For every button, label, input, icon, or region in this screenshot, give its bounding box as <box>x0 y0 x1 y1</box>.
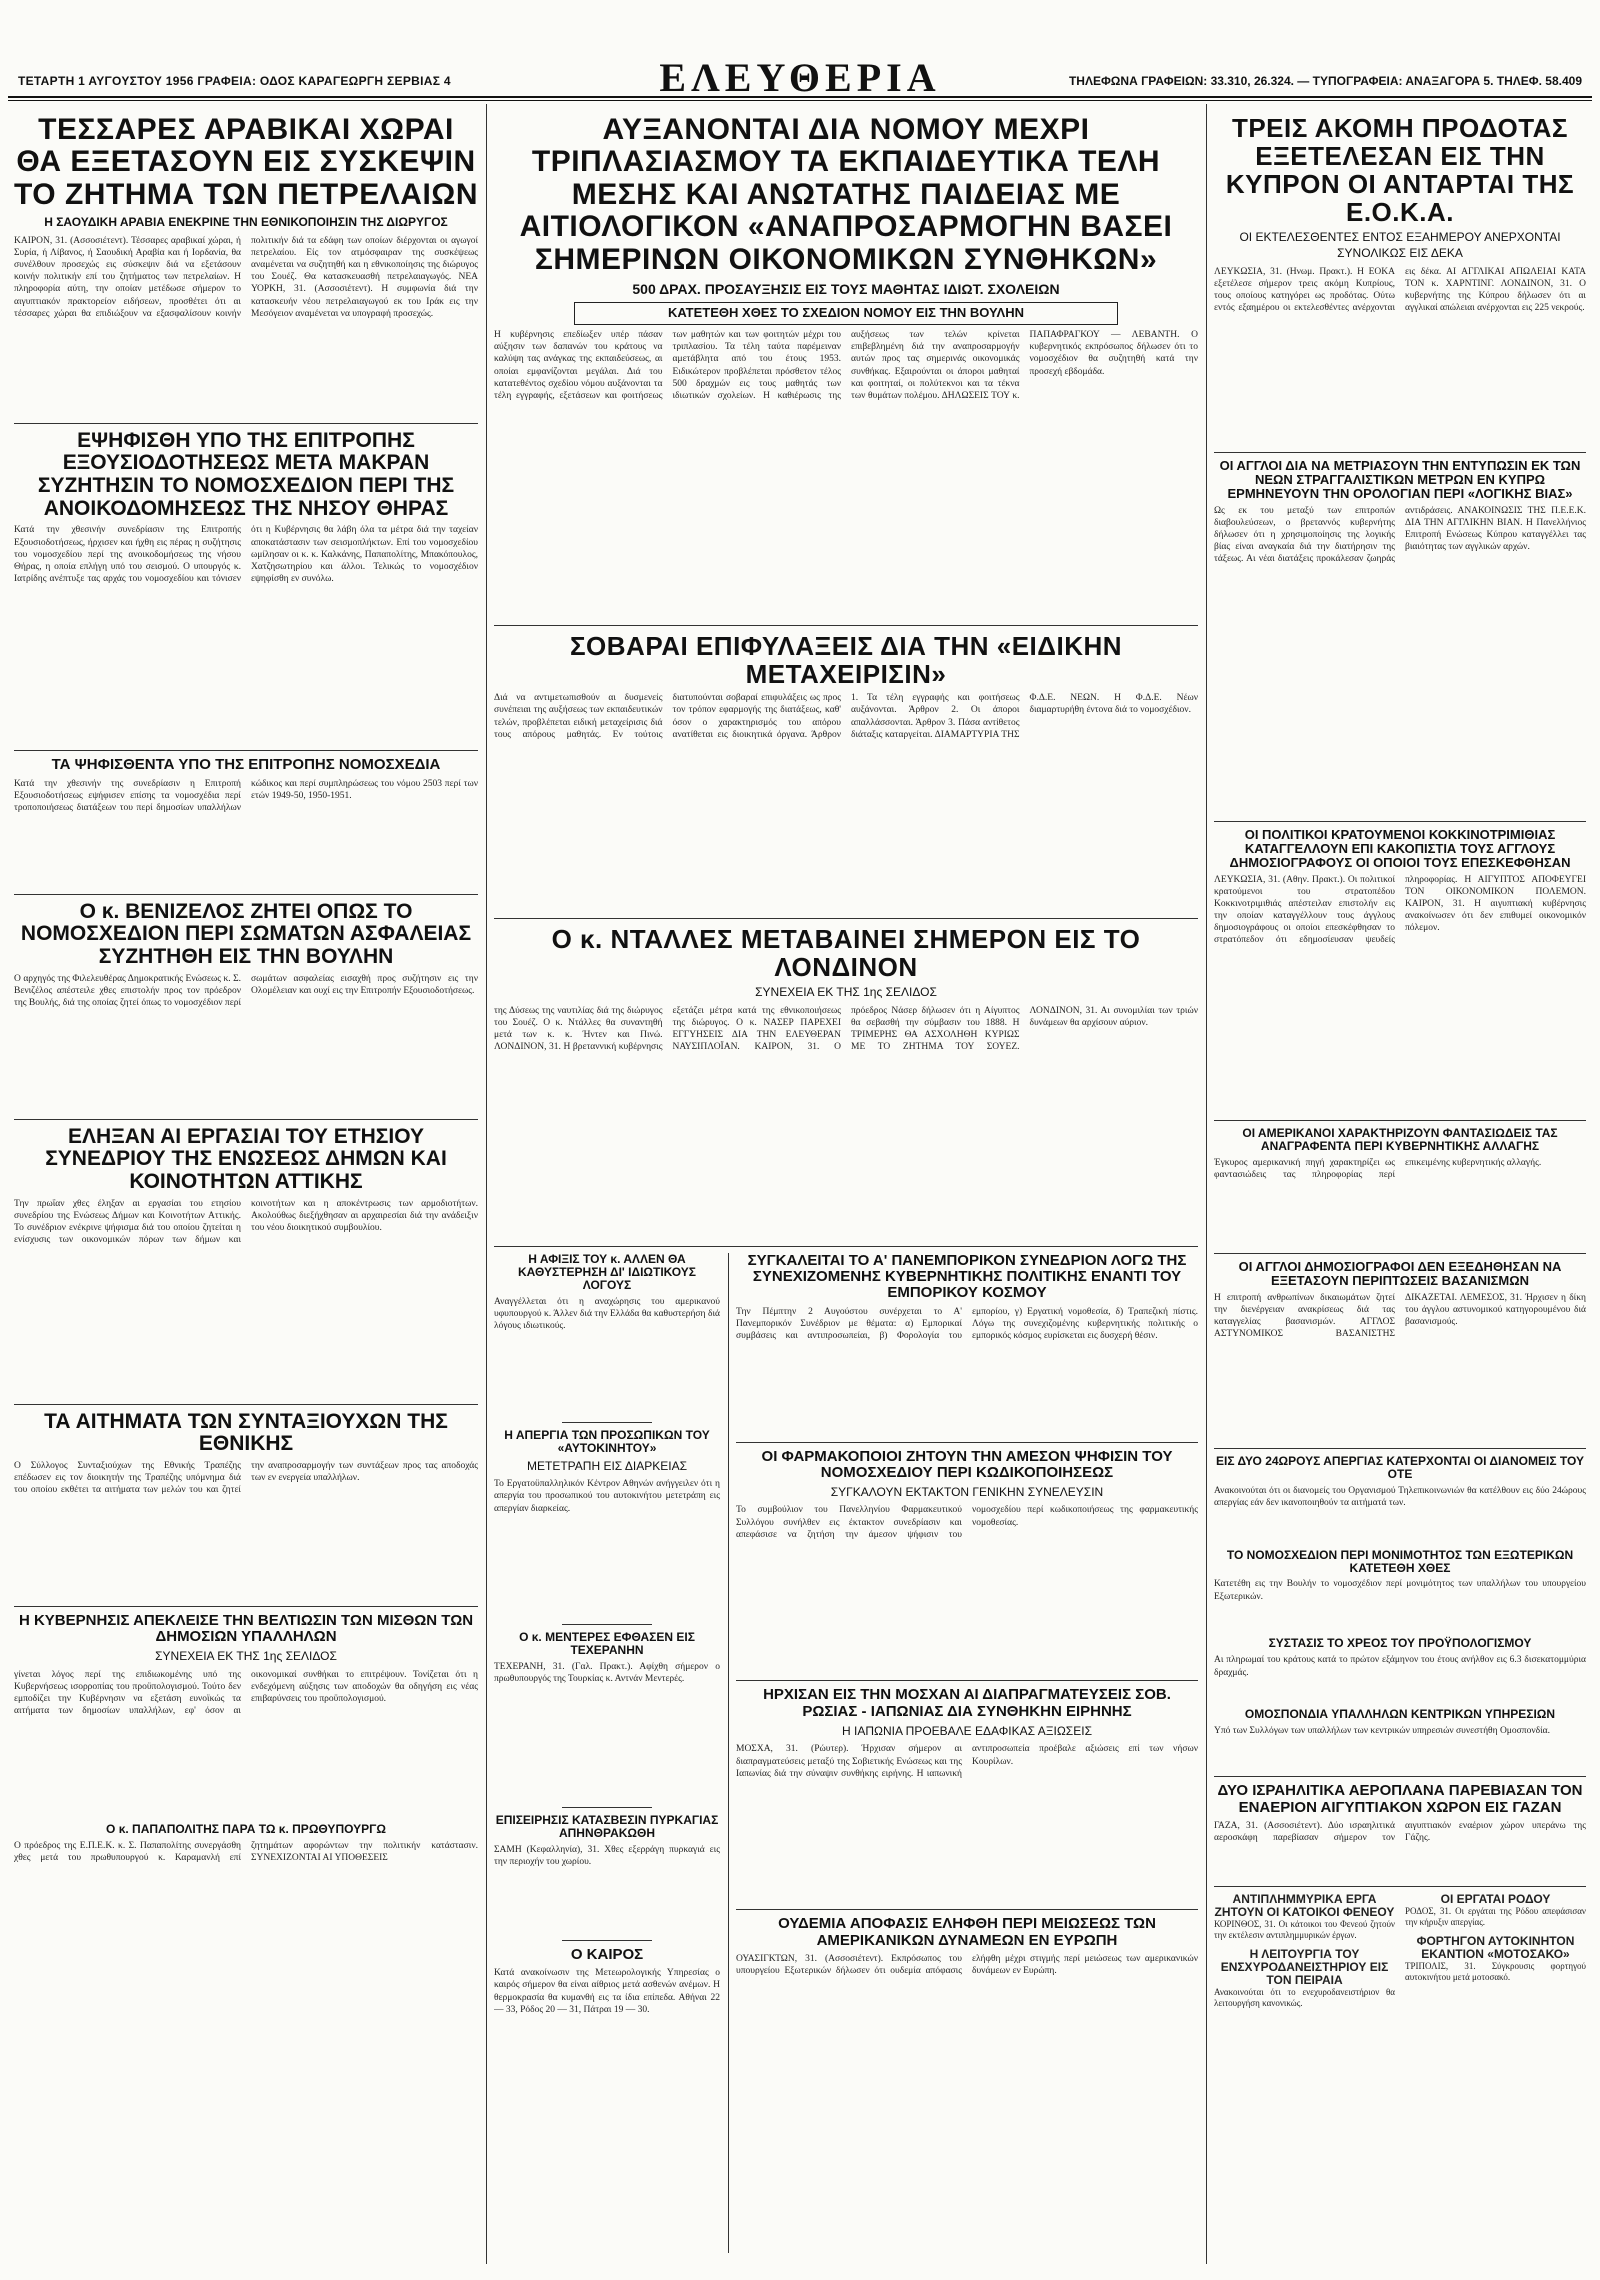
separator <box>494 918 1198 919</box>
article-papapolitis: Ο πρόεδρος της Ε.Π.Ε.Κ. κ. Σ. Παπαπολίτης συνεργάσθη χθες μετά του πρωθυπουργού κ. Καραμανλή επί ζητημάτων αφορώντων την πολιτικήν κατάστασιν. ΣΥΝΕΧΙΖΟΝΤΑΙ ΑΙ ΥΠΟΘΕΣΕΙΣ <box>14 1840 478 1864</box>
separator <box>1214 1886 1586 1887</box>
article-weather: Κατά ανακοίνωσιν της Μετεωρολογικής Υπηρεσίας ο καιρός σήμερον θα είναι αίθριος μετά ασθενών ανέμων. Η θερμοκρασία θα κυμανθή εις τα ίδια επίπεδα. Αθήναι 22 — 33, Ρόδος 20 — 31, Πάτραι 19 — 30. <box>494 1968 720 2015</box>
masthead-rule <box>8 96 1592 98</box>
article-eoka: ΛΕΥΚΩΣΙΑ, 31. (Ηνωμ. Πρακτ.). Η ΕΟΚΑ εξετέλεσε σήμερον τρεις ακόμη Κυπρίους, τους οποίους κατηγόρει ως προδότας. Ούτω εντός εξαημέρου οι εκτελεσθέντες ανέρχονται εις δέκα. ΑΙ ΑΓΓΛΙΚΑΙ ΑΠΩΛΕΙΑΙ ΚΑΤΑ ΤΟΝ κ. ΧΑΡΝΤΙΝΓ. ΛΟΝΔΙΝΟΝ, 31. Ο κυβερνήτης της Κύπρου δήλωσεν ότι αι αγγλικαί απώλειαι ανέρχονται εις 225 νεκρούς. <box>1214 266 1586 313</box>
headline-bills: ΤΑ ΨΗΦΙΣΘΕΝΤΑ ΥΠΟ ΤΗΣ ΕΠΙΤΡΟΠΗΣ ΝΟΜΟΣΧΕΔΙΑ <box>51 756 441 774</box>
separator <box>562 1807 652 1808</box>
headline-fire: ΕΠΙΣΕΙΡΗΣΙΣ ΚΑΤΑΣΒΕΣΙΝ ΠΥΡΚΑΓΙΑΣ ΑΠΗΝΘΡΑΚΩΘΗ <box>495 1813 719 1841</box>
headline-allen: Η ΑΦΙΞΙΣ ΤΟΥ κ. ΑΛΛΕΝ ΘΑ ΚΑΘΥΣΤΕΡΗΣΗ ΔΙ' ΙΔΙΩΤΙΚΟΥΣ ΛΟΓΟΥΣ <box>517 1252 697 1292</box>
center-column <box>494 110 1198 2260</box>
issue-date: ΤΕΤΑΡΤΗ 1 ΑΥΓΟΥΣΤΟΥ 1956 ΓΡΑΦΕΙΑ: ΟΔΟΣ ΚΑΡΑΓΕΩΡΓΗ ΣΕΡΒΙΑΣ 4 <box>18 74 451 88</box>
separator <box>494 1246 1198 1247</box>
separator <box>1214 452 1586 453</box>
lower-center <box>494 1253 1198 2253</box>
separator <box>1214 1253 1586 1254</box>
article-federation: Υπό των Συλλόγων των υπαλλήλων των κεντρικών υπηρεσιών συνεστήθη Ομοσπονδία. <box>1214 1726 1550 1737</box>
subhead-saudi: Η ΣΑΟΥΔΙΚΗ ΑΡΑΒΙΑ ΕΝΕΚΡΙΝΕ ΤΗΝ ΕΘΝΙΚΟΠΟΙΗΣΙΝ ΤΗΣ ΔΙΩΡΥΓΟΣ <box>44 215 448 230</box>
continuation-label: ΣΥΝΕΧΕΙΑ ΕΚ ΤΗΣ 1ης ΣΕΛΙΔΟΣ <box>755 985 937 1000</box>
headline-israeli-planes: ΔΥΟ ΙΣΡΑΗΛΙΤΙΚΑ ΑΕΡΟΠΛΑΝΑ ΠΑΡΕΒΙΑΣΑΝ ΤΟΝ ΕΝΑΕΡΙΟΝ ΑΙΓΥΠΤΙΑΚΟΝ ΧΩΡΟΝ ΕΙΣ ΓΑΖΑΝ <box>1217 1782 1583 1816</box>
article-budget: Αι πληρωμαί του κράτους κατά το πρώτον εξάμηνον του έτους ανήλθον εις 6.3 δισεκατομμύρια δραχμάς. <box>1214 1655 1586 1678</box>
separator <box>494 625 1198 626</box>
article-foreign-ministry: Κατετέθη εις την Βουλήν το νομοσχέδιον περί μονιμότητος των υπαλλήλων του υπουργείου Εξωτερικών. <box>1214 1579 1586 1602</box>
subhead-eoka: ΟΙ ΕΚΤΕΛΕΣΘΕΝΤΕΣ ΕΝΤΟΣ ΕΞΑΗΜΕΡΟΥ ΑΝΕΡΧΟΝΤΑΙ ΣΥΝΟΛΙΚΩΣ ΕΙΣ ΔΕΚΑ <box>1239 230 1561 260</box>
separator <box>562 1624 652 1625</box>
separator <box>736 1680 1198 1681</box>
separator <box>562 1422 652 1423</box>
left-column <box>14 110 478 2260</box>
briefs-block <box>1214 1893 1586 2093</box>
headline-logical-force: ΟΙ ΑΓΓΛΟΙ ΔΙΑ ΝΑ ΜΕΤΡΙΑΣΟΥΝ ΤΗΝ ΕΝΤΥΠΩΣΙΝ ΕΚ ΤΩΝ ΝΕΩΝ ΣΤΡΑΓΓΑΛΙΣΤΙΚΩΝ ΜΕΤΡΩΝ ΕΝ ΚΥΠΡΩ ΕΡΜΗΝΕΥΟΥΝ ΤΗΝ ΟΡΟΛΟΓΙΑΝ ΠΕΡΙ «ΛΟΓΙΚΗΣ ΒΙΑΣ» <box>1219 457 1581 501</box>
separator <box>1214 821 1586 822</box>
article-moscow: ΜΟΣΧΑ, 31. (Ρώυτερ). Ήρχισαν σήμερον αι διαπραγματεύσεις μεταξύ της Σοβιετικής Ενώσεως και της Ιαπωνίας διά την σύναψιν συνθήκης ειρήνης. Η ιαπωνική αντιπροσωπεία προέβαλε αξιώσεις επί των νήσων Κουρίλων. <box>736 1744 1198 1779</box>
separator <box>14 750 478 751</box>
newspaper-title: ΕΛΕΥΘΕΡΙΑ <box>659 55 941 100</box>
separator <box>14 1404 478 1405</box>
headline-truck: ΦΟΡΤΗΓΟΝ ΑΥΤΟΚΙΝΗΤΟΝ ΕΚΑΝΤΙΟΝ «ΜΟΤΟΣΑΚΟ» <box>1416 1933 1575 1961</box>
separator <box>1214 1776 1586 1777</box>
briefs-column <box>494 1253 720 2253</box>
headline-detainees: ΟΙ ΠΟΛΙΤΙΚΟΙ ΚΡΑΤΟΥΜΕΝΟΙ ΚΟΚΚΙΝΟΤΡΙΜΙΘΙΑΣ ΚΑΤΑΓΓΕΛΛΟΥΝ ΕΠΙ ΚΑΚΟΠΙΣΤΙΑ ΤΟΥΣ ΑΓΓΛΟΥΣ ΔΗΜΟΣΙΟΓΡΑΦΟΥΣ ΟΙ ΟΠΟΙΟΙ ΤΟΥΣ ΕΠΕΣΚΕΦΘΗΣΑΝ <box>1229 826 1571 870</box>
headline-us-forces: ΟΥΔΕΜΙΑ ΑΠΟΦΑΣΙΣ ΕΛΗΦΘΗ ΠΕΡΙ ΜΕΙΩΣΕΩΣ ΤΩΝ ΑΜΕΡΙΚΑΝΙΚΩΝ ΔΥΝΑΜΕΩΝ ΕΝ ΕΥΡΩΠΗ <box>778 1915 1156 1949</box>
subhead-japan: Η ΙΑΠΩΝΙΑ ΠΡΟΕΒΑΛΕ ΕΔΑΦΙΚΑΣ ΑΞΙΩΣΕΙΣ <box>842 1723 1092 1738</box>
headline-reservations: ΣΟΒΑΡΑΙ ΕΠΙΦΥΛΑΞΕΙΣ ΔΙΑ ΤΗΝ «ΕΙΔΙΚΗΝ ΜΕΤΑΧΕΙΡΙΣΙΝ» <box>569 631 1123 690</box>
headline-ote: ΕΙΣ ΔΥΟ 24ΩΡΟΥΣ ΑΠΕΡΓΙΑΣ ΚΑΤΕΡΧΟΝΤΑΙ ΟΙ ΔΙΑΝΟΜΕΙΣ ΤΟΥ ΟΤΕ <box>1216 1453 1584 1481</box>
separator <box>736 1909 1198 1910</box>
headline-commerce: ΣΥΓΚΑΛΕΙΤΑΙ ΤΟ Α' ΠΑΝΕΜΠΟΡΙΚΟΝ ΣΥΝΕΔΡΙΟΝ ΛΟΓΩ ΤΗΣ ΣΥΝΕΧΙΖΟΜΕΝΗΣ ΚΥΒΕΡΝΗΤΙΚΗΣ ΠΟΛΙΤΙΚΗΣ ΕΝΑΝΤΙ ΤΟΥ ΕΜΠΟΡΙΚΟΥ ΚΟΣΜΟΥ <box>747 1252 1187 1302</box>
article-us-forces: ΟΥΑΣΙΓΚΤΩΝ, 31. (Ασσοσιέτεντ). Εκπρόσωπος του υπουργείου Εξωτερικών δήλωσεν ότι ουδεμία απόφασις ελήφθη μέχρι στιγμής περί μειώσεως των αμερικανικών δυνάμεων εν Ευρώπη. <box>736 1953 1198 1976</box>
separator <box>736 1442 1198 1443</box>
headline-weather: Ο ΚΑΙΡΟΣ <box>570 1946 644 1964</box>
headline-torture: ΟΙ ΑΓΓΛΟΙ ΔΗΜΟΣΙΟΓΡΑΦΟΙ ΔΕΝ ΕΞΕΔΗΘΗΣΑΝ ΝΑ ΕΞΕΤΑΣΟΥΝ ΠΕΡΙΠΤΩΣΕΙΣ ΒΑΣΑΝΙΣΜΩΝ <box>1238 1258 1562 1288</box>
article-pensioners: Ο Σύλλογος Συνταξιούχων της Εθνικής Τραπέζης επέδωσεν εις τον διοικητήν της Τραπέζης υπόμνημα διά του οποίου εκθέτει τα αιτήματα των μελών του και ζητεί την αναπροσαρμογήν των συντάξεων προς τας αποδοχάς των εν ενεργεία υπαλλήλων. <box>14 1461 478 1496</box>
headline-pawnshop: Η ΛΕΙΤΟΥΡΓΙΑ ΤΟΥ ΕΝΣΧΥΡΟΔΑΝΕΙΣΤΗΡΙΟΥ ΕΙΣ ΤΟΝ ΠΕΙΡΑΙΑ <box>1220 1946 1389 1987</box>
headline-municipalities: ΕΛΗΞΑΝ ΑΙ ΕΡΓΑΣΙΑΙ ΤΟΥ ΕΤΗΣΙΟΥ ΣΥΝΕΔΡΙΟΥ ΤΗΣ ΕΝΩΣΕΩΣ ΔΗΜΩΝ ΚΑΙ ΚΟΙΝΟΤΗΤΩΝ ΑΤΤΙΚΗΣ <box>45 1124 447 1193</box>
article-fire: ΣΑΜΗ (Κεφαλληνία), 31. Χθες εξερράγη πυρκαγιά εις την περιοχήν του χωρίου. <box>494 1845 720 1868</box>
subhead-pharmacists: ΣΥΓΚΑΛΟΥΝ ΕΚΤΑΚΤΟΝ ΓΕΝΙΚΗΝ ΣΥΝΕΛΕΥΣΙΝ <box>830 1484 1104 1499</box>
headline-dulles: Ο κ. ΝΤΑΛΛΕΣ ΜΕΤΑΒΑΙΝΕΙ ΣΗΜΕΡΟΝ ΕΙΣ ΤΟ ΛΟΝΔΙΝΟΝ <box>551 924 1141 983</box>
separator <box>14 894 478 895</box>
lead-headline-education-fees: ΑΥΞΑΝΟΝΤΑΙ ΔΙΑ ΝΟΜΟΥ ΜΕΧΡΙ ΤΡΙΠΛΑΣΙΑΣΜΟΥ ΤΑ ΕΚΠΑΙΔΕΥΤΙΚΑ ΤΕΛΗ ΜΕΣΗΣ ΚΑΙ ΑΝΩΤΑΤΗΣ ΠΑΙΔΕΙΑΣ ΜΕ ΑΙΤΙΟΛΟΓΙΚΟΝ «ΑΝΑΠΡΟΣΑΡΜΟΓΗΝ ΒΑΣΕΙ ΣΗΜΕΡΙΝΩΝ ΟΙΚΟΝΟΜΙΚΩΝ ΣΥΝΘΗΚΩΝ» <box>519 113 1173 276</box>
lead-subhead-bill: ΚΑΤΕΤΕΘΗ ΧΘΕΣ ΤΟ ΣΧΕΔΙΟΝ ΝΟΜΟΥ ΕΙΣ ΤΗΝ ΒΟΥΛΗΝ <box>574 302 1118 325</box>
article-venizelos: Ο αρχηγός της Φιλελευθέρας Δημοκρατικής Ενώσεως κ. Σ. Βενιζέλος απέστειλε χθες επιστολήν προς τον πρόεδρον της Βουλής, διά της οποίας ζητεί όπως το νομοσχέδιον περί σωμάτων ασφαλείας εισαχθή προς συζήτησιν εις την Ολομέλειαν και ουχί εις την Επιτροπήν Εξουσιοδοτήσεως. <box>14 973 478 1008</box>
column-divider <box>486 104 487 2264</box>
article-rhodes: ΡΟΔΟΣ, 31. Οι εργάται της Ρόδου απεφάσισαν την κήρυξιν απεργίας. <box>1405 1905 1586 1928</box>
article-truck: ΤΡΙΠΟΛΙΣ, 31. Σύγκρουσις φορτηγού αυτοκινήτου μετά μοτοσακό. <box>1405 1960 1586 1983</box>
article-feneos: ΚΟΡΙΝΘΟΣ, 31. Οι κάτοικοι του Φενεού ζητούν την εκτέλεσιν αντιπλημμυρικών έργων. <box>1214 1918 1395 1941</box>
article-bills: Κατά την χθεσινήν της συνεδρίασιν η Επιτροπή Εξουσιοδοτήσεως εψήφισεν επίσης τα νομοσχέδια περί τροποποιήσεως διατάξεων του περί δημοσίων υπαλλήλων κώδικος και περί συμπληρώσεως του νόμου 2503 περί των ετών 1949-50, 1950-1951. <box>14 778 478 813</box>
headline-menderes: Ο κ. ΜΕΝΤΕΡΕΣ ΕΦΘΑΣΕΝ ΕΙΣ ΤΕΧΕΡΑΝΗΝ <box>519 1630 695 1658</box>
separator <box>14 1606 478 1607</box>
article-allen: Αναγγέλλεται ότι η αναχώρησις του αμερικανού υφυπουργού κ. Άλλεν διά την Ελλάδα θα καθυστερήση διά λόγους ιδιωτικούς. <box>494 1296 720 1332</box>
headline-civil-servants: Η ΚΥΒΕΡΝΗΣΙΣ ΑΠΕΚΛΕΙΣΕ ΤΗΝ ΒΕΛΤΙΩΣΙΝ ΤΩΝ ΜΙΣΘΩΝ ΤΩΝ ΔΗΜΟΣΙΩΝ ΥΠΑΛΛΗΛΩΝ <box>18 1612 474 1646</box>
headline-pensioners: ΤΑ ΑΙΤΗΜΑΤΑ ΤΩΝ ΣΥΝΤΑΞΙΟΥΧΩΝ ΤΗΣ ΕΘΝΙΚΗΣ <box>44 1409 448 1456</box>
headline-federation: ΟΜΟΣΠΟΝΔΙΑ ΥΠΑΛΛΗΛΩΝ ΚΕΝΤΡΙΚΩΝ ΥΠΗΡΕΣΙΩΝ <box>1244 1707 1556 1722</box>
article-israeli-planes: ΓΑΖΑ, 31. (Ασσοσιέτεντ). Δύο ισραηλιτικά αεροσκάφη παρεβίασαν σήμερον τον αιγυπτιακόν εναέριον χώρον υπεράνω της Γάζης. <box>1214 1820 1586 1843</box>
article-civil-servants: γίνεται λόγος περί της επιδιωκομένης υπό της Κυβερνήσεως ισορροπίας του προϋπολογισμού. Τούτο δεν εμποδίζει την Κυβέρνησιν να εξετάση ευνοϊκώς τα αιτήματα των δημοσίων υπαλλήλων, εφ' όσον αι οικονομικαί συνθήκαι το επιτρέψουν. Τονίζεται ότι η ενδεχόμενη αύξησις των αποδοχών θα οδηγήση εις νέας επιβαρύνσεις του προϋπολογισμού. <box>14 1669 478 1717</box>
subhead-strike: ΜΕΤΕΤΡΑΠΗ ΕΙΣ ΔΙΑΡΚΕΙΑΣ <box>527 1458 687 1473</box>
article-torture: Η επιτροπή ανθρωπίνων δικαιωμάτων ζητεί την διενέργειαν ανακρίσεως διά τας καταγγελίας βασανισμών. ΑΓΓΛΟΣ ΑΣΤΥΝΟΜΙΚΟΣ ΒΑΣΑΝΙΣΤΗΣ ΔΙΚΑΖΕΤΑΙ. ΛΕΜΕΣΟΣ, 31. Ήρχισεν η δίκη του άγγλου αστυνομικού κατηγορουμένου διά βασανισμούς. <box>1214 1292 1586 1340</box>
headline-americans: ΟΙ ΑΜΕΡΙΚΑΝΟΙ ΧΑΡΑΚΤΗΡΙΖΟΥΝ ΦΑΝΤΑΣΙΩΔΕΙΣ ΤΑΣ ΑΝΑΓΡΑΦΕΝΤΑ ΠΕΡΙ ΚΥΒΕΡΝΗΤΙΚΗΣ ΑΛΛΑΓΗΣ <box>1242 1125 1558 1153</box>
article-detainees: ΛΕΥΚΩΣΙΑ, 31. (Αθην. Πρακτ.). Οι πολιτικοί κρατούμενοι του στρατοπέδου Κοκκινοτριμιθιάς απέστειλαν επιστολήν εις την οποίαν καταγγέλλουν τους άγγλους δημοσιογράφους οι οποίοι επεσκέφθησαν το στρατόπεδον ότι εδημοσίευσαν ψευδείς πληροφορίας. Η ΑΙΓΥΠΤΟΣ ΑΠΟΦΕΥΓΕΙ ΤΟΝ ΟΙΚΟΝΟΜΙΚΟΝ ΠΟΛΕΜΟΝ. ΚΑΙΡΟΝ, 31. Η αιγυπτιακή κυβέρνησις ανακοίνωσεν ότι δεν επιθυμεί οικονομικόν πόλεμον. <box>1214 874 1586 946</box>
headline-pharmacists: ΟΙ ΦΑΡΜΑΚΟΠΟΙΟΙ ΖΗΤΟΥΝ ΤΗΝ ΑΜΕΣΟΝ ΨΗΦΙΣΙΝ ΤΟΥ ΝΟΜΟΣΧΕΔΙΟΥ ΠΕΡΙ ΚΩΔΙΚΟΠΟΙΗΣΕΩΣ <box>761 1447 1173 1481</box>
separator <box>14 423 478 424</box>
article-ote: Ανακοινούται ότι οι διανομείς του Οργανισμού Τηλεπικοινωνιών θα κατέλθουν εις δύο 24ώρους απεργίας εάν δεν ικανοποιηθούν τα αιτήματά των. <box>1214 1485 1586 1508</box>
article-pharmacists: Το συμβούλιον του Πανελληνίου Φαρμακευτικού Συλλόγου συνήλθεν εις έκτακτον συνεδρίασιν και απεφάσισε να ζητήση την άμεσον ψήφισιν του νομοσχεδίου περί κωδικοποιήσεως της φαρμακευτικής νομοθεσίας. <box>736 1505 1198 1540</box>
column-divider <box>1206 104 1207 2264</box>
article-logical-force: Ως εκ του μεταξύ των επιτροπών διαβουλεύσεων, ο βρεταννός κυβερνήτης δήλωσεν ότι η χρησιμοποίησις της λογικής βίας είναι αναγκαία διά την διατήρησιν της τάξεως. Αι νέαι διατάξεις προκάλεσαν ζωηράς αντιδράσεις. ΑΝΑΚΟΙΝΩΣΙΣ ΤΗΣ Π.Ε.Ε.Κ. ΔΙΑ ΤΗΝ ΑΓΓΛΙΚΗΝ ΒΙΑΝ. Η Πανελλήνιος Επιτροπή Ενώσεως Κύπρου καταγγέλλει τας βιαιότητας των αγγλικών αρχών. <box>1214 505 1586 565</box>
headline-foreign-ministry: ΤΟ ΝΟΜΟΣΧΕΔΙΟΝ ΠΕΡΙ ΜΟΝΙΜΟΤΗΤΟΣ ΤΩΝ ΕΞΩΤΕΡΙΚΩΝ ΚΑΤΕΤΕΘΗ ΧΘΕΣ <box>1226 1547 1574 1575</box>
headline-budget: ΣΥΣΤΑΣΙΣ ΤΟ ΧΡΕΟΣ ΤΟΥ ΠΡΟΫΠΟΛΟΓΙΣΜΟΥ <box>1268 1636 1532 1651</box>
article-municipalities: Την πρωΐαν χθες έληξαν αι εργασίαι του ετησίου συνεδρίου της Ενώσεως Δήμων και Κοινοτήτων Αττικής. Το συνέδριον ενέκρινε ψήφισμα διά του οποίου ζητείται η ενίσχυσις των οικονομικών πόρων των δήμων και κοινοτήτων και η αποκέντρωσις των αρμοδιοτήτων. Ακολούθως διεξήχθησαν αι αρχαιρεσίαι διά την ανάδειξιν του νέου διοικητικού συμβουλίου. <box>14 1198 478 1246</box>
article-education-fees: Η κυβέρνησις επεδίωξεν υπέρ πάσαν αύξησιν των δαπανών του κράτους να καλύψη τας ανάγκας της εκπαιδεύσεως, αι οποίαι εμφανίζονται μεγάλαι. Διά του κατατεθέντος σχεδίου νόμου αυξάνονται τα τέλη εγγραφής, εξετάσεων και φοιτήσεως των μαθητών και των φοιτητών μέχρι του τριπλασίου. Τα τέλη ταύτα παρέμειναν αμετάβλητα από του έτους 1953. Ειδικώτερον προβλέπεται πρόσθετον τέλος 500 δραχμών εις τους μαθητάς των ιδιωτικών σχολείων. Η καθιέρωσις της αυξήσεως των τελών κρίνεται επιβεβλημένη διά την αναπροσαρμογήν αυτών προς τας σημερινάς οικονομικάς συνθήκας. Εξαιρούνται οι άποροι μαθηταί και φοιτηταί, οι πολύτεκνοι και τα τέκνα των θυμάτων πολέμου. ΔΗΛΩΣΕΙΣ ΤΟΥ κ. ΠΑΠΑΦΡΑΓΚΟΥ — ΛΕΒΑΝΤΗ. Ο κυβερνητικός εκπρόσωπος δήλωσεν ότι το νομοσχέδιον θα συζητηθή κατά την προσεχή εβδομάδα. <box>494 330 1198 401</box>
headline-arab-oil: ΤΕΣΣΑΡΕΣ ΑΡΑΒΙΚΑΙ ΧΩΡΑΙ ΘΑ ΕΞΕΤΑΣΟΥΝ ΕΙΣ ΣΥΣΚΕΨΙΝ ΤΟ ΖΗΤΗΜΑ ΤΩΝ ΠΕΤΡΕΛΑΙΩΝ <box>14 113 478 211</box>
article-pawnshop: Ανακοινούται ότι το ενεχυροδανειστήριον θα λειτουργήση κανονικώς. <box>1214 1986 1395 2009</box>
right-column <box>1214 110 1586 2260</box>
headline-papapolitis: Ο κ. ΠΑΠΑΠΟΛΙΤΗΣ ΠΑΡΑ ΤΩ κ. ΠΡΩΘΥΠΟΥΡΓΩ <box>106 1821 386 1836</box>
headline-thera: ΕΨΗΦΙΣΘΗ ΥΠΟ ΤΗΣ ΕΠΙΤΡΟΠΗΣ ΕΞΟΥΣΙΟΔΟΤΗΣΕΩΣ ΜΕΤΑ ΜΑΚΡΑΝ ΣΥΖΗΤΗΣΙΝ ΤΟ ΝΟΜΟΣΧΕΔΙΟΝ ΠΕΡΙ ΤΗΣ ΑΝΟΙΚΟΔΟΜΗΣΕΩΣ ΤΗΣ ΝΗΣΟΥ ΘΗΡΑΣ <box>37 428 455 520</box>
continuation-label: ΣΥΝΕΧΕΙΑ ΕΚ ΤΗΣ 1ης ΣΕΛΙΔΟΣ <box>155 1649 337 1664</box>
article-arab-oil: ΚΑΙΡΟΝ, 31. (Ασσοσιέτεντ). Τέσσαρες αραβικαί χώραι, ή Συρία, ή Λίβανος, ή Σαουδική Αραβία και ή Ιορδανία, θα συνέλθουν προσεχώς εις σύσκεψιν διά να εξετάσουν κοινήν πολιτικήν επί του ζητήματος των πετρελαίων. Η πληροφορία αύτη, την οποίαν μετέδωσε σήμερον το αιγυπτιακόν πρακτορείον ειδήσεων, προσθέτει ότι αι τέσσαρες χώραι θα επιδιώξουν να εξασφαλίσουν κοινήν πολιτικήν διά τα εδάφη των οποίων διέρχονται οι αγωγοί πετρελαίου. Είς τον ατμόσφαιραν της συσκέψεως αναμένεται να συζητηθή και η εθνικοποίησις της διώρυγος του Σουέζ. Θα κατασκευασθή πετρελαιαγωγός. ΝΕΑ ΥΟΡΚΗ, 31. (Ασσοσιέτεντ). Η συμφωνία διά την κατασκευήν νέου πετρελαιαγωγού εκ του Ιράκ εις την Μεσόγειον αναμένεται να υπογραφή προσεχώς. <box>14 235 478 319</box>
contact-info: ΤΗΛΕΦΩΝΑ ΓΡΑΦΕΙΩΝ: 33.310, 26.324. — ΤΥΠΟΓΡΑΦΕΙΑ: ΑΝΑΞΑΓΟΡΑ 5. ΤΗΛΕΦ. 58.409 <box>1068 74 1582 88</box>
headline-venizelos: Ο κ. ΒΕΝΙΖΕΛΟΣ ΖΗΤΕΙ ΟΠΩΣ ΤΟ ΝΟΜΟΣΧΕΔΙΟΝ ΠΕΡΙ ΣΩΜΑΤΩΝ ΑΣΦΑΛΕΙΑΣ ΣΥΖΗΤΗΘΗ ΕΙΣ ΤΗΝ ΒΟΥΛΗΝ <box>20 899 472 968</box>
separator <box>14 1119 478 1120</box>
column-divider <box>728 1253 729 2253</box>
headline-rhodes: ΟΙ ΕΡΓΑΤΑΙ ΡΟΔΟΥ <box>1440 1892 1551 1906</box>
lead-subhead-500: 500 ΔΡΑΧ. ΠΡΟΣΑΥΞΗΣΙΣ ΕΙΣ ΤΟΥΣ ΜΑΘΗΤΑΣ ΙΔΙΩΤ. ΣΧΟΛΕΙΩΝ <box>632 280 1060 297</box>
article-thera: Κατά την χθεσινήν συνεδρίασιν της Επιτροπής Εξουσιοδοτήσεως, ήρχισεν και ήχθη εις πέρας η συζήτησις του νομοσχεδίου περί της ανοικοδομήσεως της νήσου Θήρας, η οποία επλήγη υπό του σεισμού. Ο υπουργός κ. Ιατρίδης ανέπτυξε τας αρχάς του νομοσχεδίου και τόνισεν ότι η Κυβέρνησις θα λάβη όλα τα μέτρα διά την ταχείαν αποκατάστασιν των σεισμοπλήκτων. Επί του νομοσχεδίου ωμίλησαν οι κ. κ. Καλκάνης, Παπαπολίτης, Μπακόπουλος, Χατζησωτηρίου και άλλοι. Τελικώς το νομοσχέδιον εψηφίσθη εν συνόλω. <box>14 525 478 585</box>
headline-moscow: ΗΡΧΙΣΑΝ ΕΙΣ ΤΗΝ ΜΟΣΧΑΝ ΑΙ ΔΙΑΠΡΑΓΜΑΤΕΥΣΕΙΣ ΣΟΒ. ΡΩΣΙΑΣ - ΙΑΠΩΝΙΑΣ ΔΙΑ ΣΥΝΘΗΚΗΝ ΕΙΡΗΝΗΣ <box>763 1686 1171 1720</box>
article-menderes: ΤΕΧΕΡΑΝΗ, 31. (Γαλ. Πρακτ.). Αφίχθη σήμερον ο πρωθυπουργός της Τουρκίας κ. Αντνάν Μεντερές. <box>494 1662 720 1685</box>
masthead-rule-thin <box>8 100 1592 101</box>
headline-eoka: ΤΡΕΙΣ ΑΚΟΜΗ ΠΡΟΔΟΤΑΣ ΕΞΕΤΕΛΕΣΑΝ ΕΙΣ ΤΗΝ ΚΥΠΡΟΝ ΟΙ ΑΝΤΑΡΤΑΙ ΤΗΣ Ε.Ο.Κ.Α. <box>1225 113 1575 228</box>
separator <box>1214 1448 1586 1449</box>
article-strike: Το Εργατοϋπαλληλικόν Κέντρον Αθηνών ανήγγειλεν ότι η απεργία του προσωπικού του αυτοκινήτου μετετράπη εις απεργίαν διαρκείας. <box>494 1479 720 1514</box>
headline-feneos: ΑΝΤΙΠΛΗΜΜΥΡΙΚΑ ΕΡΓΑ ΖΗΤΟΥΝ ΟΙ ΚΑΤΟΙΚΟΙ ΦΕΝΕΟΥ <box>1214 1892 1395 1919</box>
headline-strike: Η ΑΠΕΡΓΙΑ ΤΩΝ ΠΡΟΣΩΠΙΚΩΝ ΤΟΥ «ΑΥΤΟΚΙΝΗΤΟΥ» <box>504 1427 710 1455</box>
article-commerce: Την Πέμπτην 2 Αυγούστου συνέρχεται το Α' Πανεμπορικόν Συνέδριον με θέματα: α) Εμπορικαί συμβάσεις και αντιπροσωπείαι, β) Φορολογία του εμπορίου, γ) Εργατική νομοθεσία, δ) Τραπεζική πίστις. Λόγω της συνεχιζομένης κυβερνητικής πολιτικής ο εμπορικός κόσμος ευρίσκεται εις δυσχερή θέσιν. <box>736 1306 1198 1341</box>
article-americans: Έγκυρος αμερικανική πηγή χαρακτηρίζει ως φαντασιώδεις τας πληροφορίας περί επικειμένης κυβερνητικής αλλαγής. <box>1214 1157 1542 1180</box>
article-dulles: της Δύσεως της ναυτιλίας διά της διώρυγος του Σουέζ. Ο κ. Ντάλλες θα συναντηθή μετά των κ. κ. Ήντεν και Πινώ. ΛΟΝΔΙΝΟΝ, 31. Η βρεταννική κυβέρνησις εξετάζει μέτρα κατά της εθνικοποιήσεως της διώρυγος. Ο κ. ΝΑΣΕΡ ΠΑΡΕΧΕΙ ΕΓΓΥΗΣΕΙΣ ΔΙΑ ΤΗΝ ΕΛΕΥΘΕΡΑΝ ΝΑΥΣΙΠΛΟΪΑΝ. ΚΑΙΡΟΝ, 31. Ο πρόεδρος Νάσερ δήλωσεν ότι η Αίγυπτος θα σεβασθή την σύμβασιν του 1888. Η ΤΡΙΜΕΡΗΣ ΘΑ ΑΣΧΟΛΗΘΗ ΚΥΡΙΩΣ ΜΕ ΤΟ ΖΗΤΗΜΑ ΤΟΥ ΣΟΥΕΖ. ΛΟΝΔΙΝΟΝ, 31. Αι συνομιλίαι των τριών δυνάμεων θα αρχίσουν αύριον. <box>494 1005 1198 1053</box>
masthead <box>8 54 1592 100</box>
center-right-column <box>736 1253 1198 2253</box>
separator <box>1214 1120 1586 1121</box>
separator <box>562 1940 652 1941</box>
article-reservations: Διά να αντιμετωπισθούν αι δυσμενείς συνέπειαι της αυξήσεως των εκπαιδευτικών τελών, προβλέπεται ειδική μεταχείρισις διά τους απόρους μαθητάς. Εν τούτοις διατυπούνται σοβαραί επιφυλάξεις ως προς τον τρόπον εφαρμογής της διατάξεως, καθ' όσον ο χαρακτηρισμός του απόρου ανατίθεται εις διοικητικά όργανα. Άρθρον 1. Τα τέλη εγγραφής και φοιτήσεως αυξάνονται. Άρθρον 2. Οι άποροι απαλλάσσονται. Άρθρον 3. Πάσα αντίθετος διάταξις καταργείται. ΔΙΑΜΑΡΤΥΡΙΑ ΤΗΣ Φ.Δ.Ε. ΝΕΩΝ. Η Φ.Δ.Ε. Νέων διαμαρτυρήθη έντονα διά το νομοσχέδιον. <box>494 693 1198 740</box>
